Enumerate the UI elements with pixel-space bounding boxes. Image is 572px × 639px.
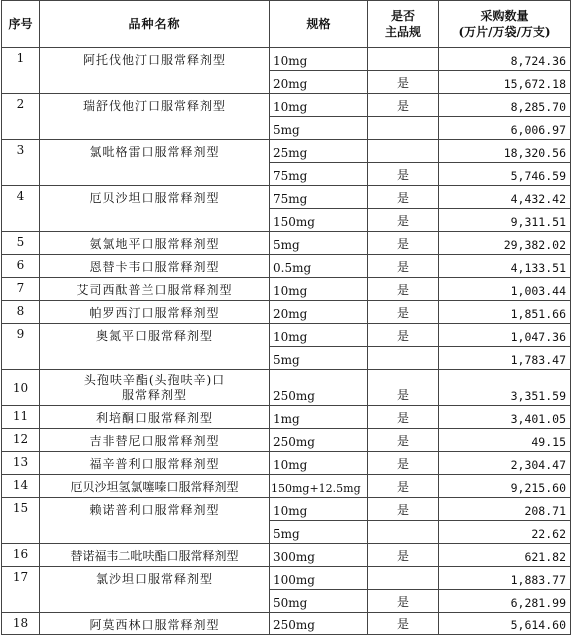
drug-name: 阿托伐他汀口服常释剂型 bbox=[40, 48, 270, 94]
quantity-cell: 621.82 bbox=[439, 544, 571, 567]
spec-cell: 5mg bbox=[270, 232, 368, 255]
drug-name: 瑞舒伐他汀口服常释剂型 bbox=[40, 94, 270, 140]
main-spec-cell: 是 bbox=[368, 186, 439, 209]
main-spec-cell: 是 bbox=[368, 301, 439, 324]
row-number: 12 bbox=[2, 429, 40, 452]
row-number: 17 bbox=[2, 567, 40, 613]
table-row bbox=[2, 613, 571, 635]
row-number: 15 bbox=[2, 498, 40, 544]
quantity-cell: 29,382.02 bbox=[439, 232, 571, 255]
quantity-cell: 1,783.47 bbox=[439, 347, 571, 370]
quantity-cell: 208.71 bbox=[439, 498, 571, 521]
main-spec-cell bbox=[368, 521, 439, 544]
table-row bbox=[2, 232, 571, 255]
main-spec-cell: 是 bbox=[368, 475, 439, 498]
row-number: 2 bbox=[2, 94, 40, 140]
quantity-cell: 1,003.44 bbox=[439, 278, 571, 301]
table-row bbox=[2, 278, 571, 301]
main-spec-cell: 是 bbox=[368, 406, 439, 429]
main-spec-cell: 是 bbox=[368, 452, 439, 475]
spec-cell: 1mg bbox=[270, 406, 368, 429]
drug-name: 艾司西酞普兰口服常释剂型 bbox=[40, 278, 270, 301]
row-number: 10 bbox=[2, 370, 40, 406]
drug-name: 厄贝沙坦氢氯噻嗪口服常释剂型 bbox=[40, 475, 270, 498]
table-row bbox=[2, 94, 571, 117]
row-number: 9 bbox=[2, 324, 40, 370]
table-row bbox=[2, 544, 571, 567]
table-row bbox=[2, 475, 571, 498]
header-main-spec: 是否 主品规 bbox=[368, 1, 439, 48]
table-row bbox=[2, 140, 571, 163]
table-row bbox=[2, 370, 571, 406]
table-row bbox=[2, 429, 571, 452]
row-number: 14 bbox=[2, 475, 40, 498]
table-row bbox=[2, 567, 571, 590]
spec-cell: 10mg bbox=[270, 94, 368, 117]
row-number: 4 bbox=[2, 186, 40, 232]
main-spec-cell: 是 bbox=[368, 429, 439, 452]
spec-cell: 0.5mg bbox=[270, 255, 368, 278]
row-number: 11 bbox=[2, 406, 40, 429]
header-spec: 规格 bbox=[270, 1, 368, 48]
quantity-cell: 1,851.66 bbox=[439, 301, 571, 324]
row-number: 13 bbox=[2, 452, 40, 475]
procurement-table bbox=[1, 0, 571, 635]
drug-name: 氨氯地平口服常释剂型 bbox=[40, 232, 270, 255]
row-number: 1 bbox=[2, 48, 40, 94]
quantity-cell: 4,432.42 bbox=[439, 186, 571, 209]
quantity-cell: 49.15 bbox=[439, 429, 571, 452]
main-spec-cell bbox=[368, 140, 439, 163]
main-spec-cell: 是 bbox=[368, 324, 439, 347]
spec-cell: 250mg bbox=[270, 370, 368, 406]
quantity-cell: 4,133.51 bbox=[439, 255, 571, 278]
main-spec-cell: 是 bbox=[368, 544, 439, 567]
quantity-cell: 8,724.36 bbox=[439, 48, 571, 71]
main-spec-cell bbox=[368, 347, 439, 370]
quantity-cell: 6,006.97 bbox=[439, 117, 571, 140]
row-number: 7 bbox=[2, 278, 40, 301]
table-row bbox=[2, 452, 571, 475]
drug-name: 恩替卡韦口服常释剂型 bbox=[40, 255, 270, 278]
header-row bbox=[2, 1, 571, 48]
spec-cell: 10mg bbox=[270, 498, 368, 521]
drug-name: 帕罗西汀口服常释剂型 bbox=[40, 301, 270, 324]
row-number: 18 bbox=[2, 613, 40, 635]
spec-cell: 5mg bbox=[270, 347, 368, 370]
spec-cell: 75mg bbox=[270, 186, 368, 209]
table-row bbox=[2, 48, 571, 71]
table-row bbox=[2, 406, 571, 429]
spec-cell: 75mg bbox=[270, 163, 368, 186]
main-spec-cell bbox=[368, 117, 439, 140]
header-name: 品种名称 bbox=[40, 1, 270, 48]
quantity-cell: 6,281.99 bbox=[439, 590, 571, 613]
quantity-cell: 5,614.60 bbox=[439, 613, 571, 635]
main-spec-cell: 是 bbox=[368, 94, 439, 117]
quantity-cell: 3,351.59 bbox=[439, 370, 571, 406]
main-spec-cell: 是 bbox=[368, 278, 439, 301]
main-spec-cell: 是 bbox=[368, 71, 439, 94]
spec-cell: 25mg bbox=[270, 140, 368, 163]
spec-cell: 20mg bbox=[270, 301, 368, 324]
quantity-cell: 18,320.56 bbox=[439, 140, 571, 163]
drug-name: 氯沙坦口服常释剂型 bbox=[40, 567, 270, 613]
spec-cell: 10mg bbox=[270, 452, 368, 475]
drug-name: 奥氮平口服常释剂型 bbox=[40, 324, 270, 370]
quantity-cell: 9,215.60 bbox=[439, 475, 571, 498]
drug-name: 厄贝沙坦口服常释剂型 bbox=[40, 186, 270, 232]
spec-cell: 10mg bbox=[270, 324, 368, 347]
main-spec-cell: 是 bbox=[368, 163, 439, 186]
spec-cell: 250mg bbox=[270, 429, 368, 452]
drug-name: 氯吡格雷口服常释剂型 bbox=[40, 140, 270, 186]
row-number: 5 bbox=[2, 232, 40, 255]
table-row bbox=[2, 186, 571, 209]
spec-cell: 20mg bbox=[270, 71, 368, 94]
main-spec-cell: 是 bbox=[368, 370, 439, 406]
drug-name: 头孢呋辛酯(头孢呋辛)口服常释剂型 bbox=[40, 370, 270, 406]
spec-cell: 150mg bbox=[270, 209, 368, 232]
quantity-cell: 22.62 bbox=[439, 521, 571, 544]
drug-name: 赖诺普利口服常释剂型 bbox=[40, 498, 270, 544]
quantity-cell: 15,672.18 bbox=[439, 71, 571, 94]
drug-name: 替诺福韦二吡呋酯口服常释剂型 bbox=[40, 544, 270, 567]
drug-name: 福辛普利口服常释剂型 bbox=[40, 452, 270, 475]
table-row bbox=[2, 301, 571, 324]
main-spec-cell bbox=[368, 567, 439, 590]
quantity-cell: 5,746.59 bbox=[439, 163, 571, 186]
quantity-cell: 3,401.05 bbox=[439, 406, 571, 429]
main-spec-cell: 是 bbox=[368, 209, 439, 232]
spec-cell: 5mg bbox=[270, 521, 368, 544]
header-no: 序号 bbox=[2, 1, 40, 48]
spec-cell: 50mg bbox=[270, 590, 368, 613]
spec-cell: 10mg bbox=[270, 48, 368, 71]
spec-cell: 5mg bbox=[270, 117, 368, 140]
spec-cell: 10mg bbox=[270, 278, 368, 301]
drug-name: 利培酮口服常释剂型 bbox=[40, 406, 270, 429]
main-spec-cell: 是 bbox=[368, 590, 439, 613]
quantity-cell: 2,304.47 bbox=[439, 452, 571, 475]
drug-name: 阿莫西林口服常释剂型 bbox=[40, 613, 270, 635]
table-row bbox=[2, 255, 571, 278]
row-number: 3 bbox=[2, 140, 40, 186]
main-spec-cell: 是 bbox=[368, 232, 439, 255]
row-number: 16 bbox=[2, 544, 40, 567]
spec-cell: 300mg bbox=[270, 544, 368, 567]
row-number: 8 bbox=[2, 301, 40, 324]
main-spec-cell: 是 bbox=[368, 255, 439, 278]
spec-cell: 250mg bbox=[270, 613, 368, 635]
drug-name: 吉非替尼口服常释剂型 bbox=[40, 429, 270, 452]
quantity-cell: 1,047.36 bbox=[439, 324, 571, 347]
quantity-cell: 8,285.70 bbox=[439, 94, 571, 117]
table-row bbox=[2, 324, 571, 347]
spec-cell: 150mg+12.5mg bbox=[270, 475, 368, 498]
quantity-cell: 9,311.51 bbox=[439, 209, 571, 232]
row-number: 6 bbox=[2, 255, 40, 278]
main-spec-cell: 是 bbox=[368, 613, 439, 635]
table-row bbox=[2, 498, 571, 521]
quantity-cell: 1,883.77 bbox=[439, 567, 571, 590]
main-spec-cell bbox=[368, 48, 439, 71]
spec-cell: 100mg bbox=[270, 567, 368, 590]
main-spec-cell: 是 bbox=[368, 498, 439, 521]
header-quantity: 采购数量 (万片/万袋/万支) bbox=[439, 1, 571, 48]
